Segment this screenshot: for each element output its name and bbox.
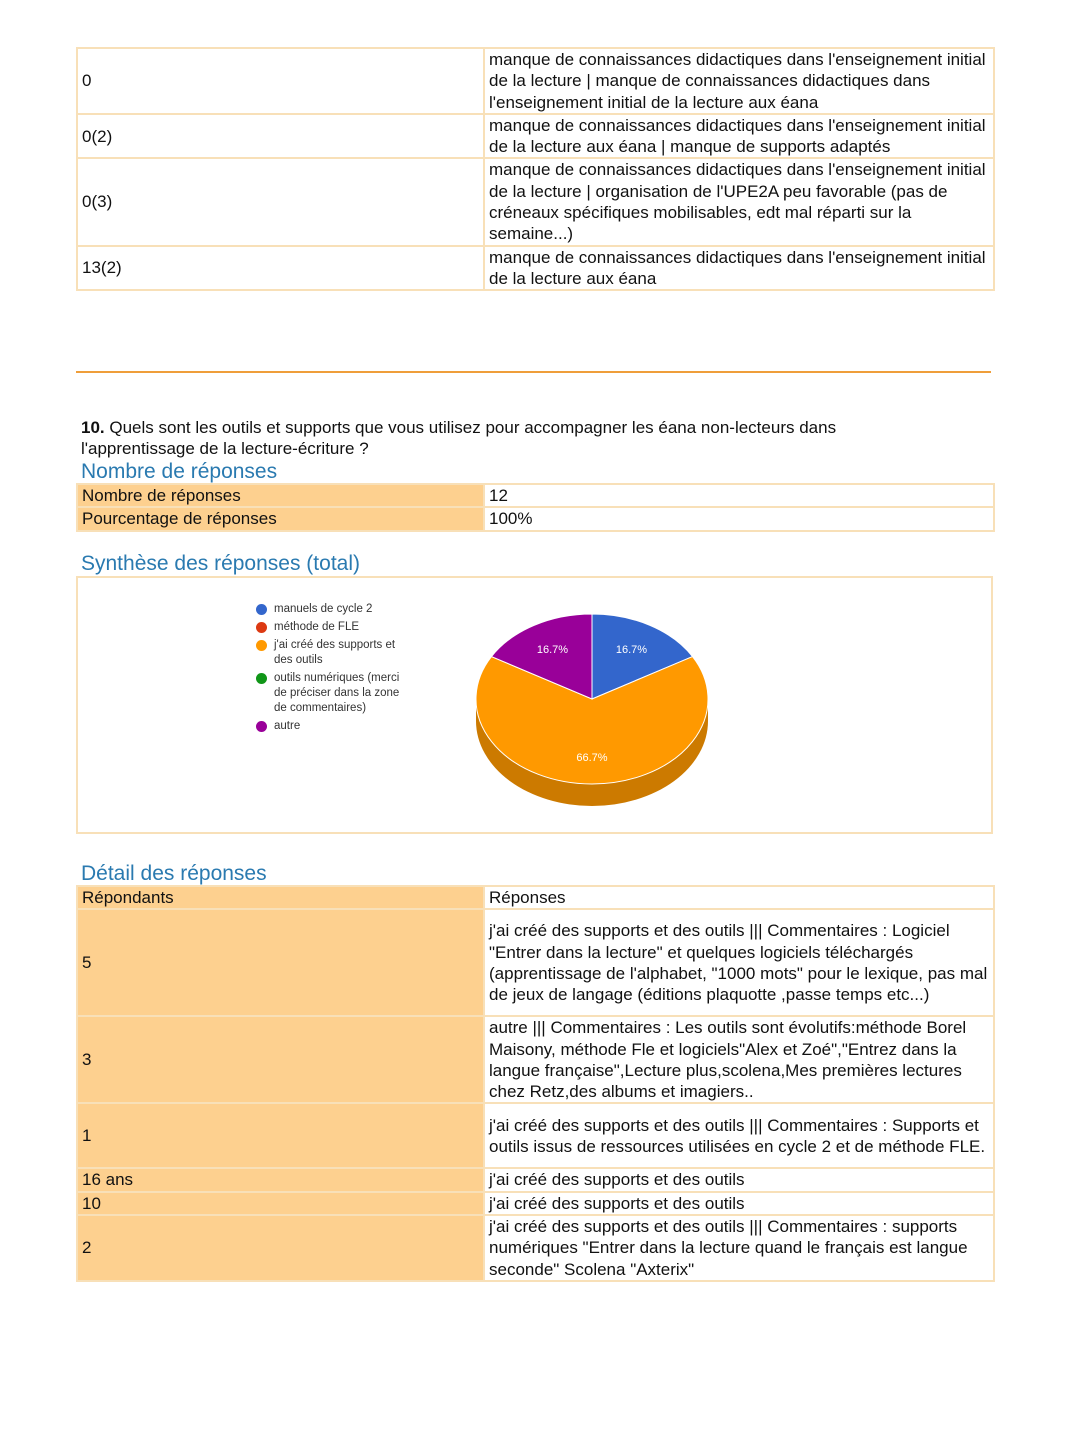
top-responses-table (76, 47, 995, 291)
table-row (77, 1215, 994, 1281)
respondent-cell: 0(3) (77, 158, 484, 245)
detail-table (76, 885, 995, 1282)
pie-chart-container (76, 576, 993, 834)
respondent-cell: 0(2) (77, 114, 484, 159)
legend-label: méthode de FLE (274, 621, 360, 633)
table-row (77, 48, 994, 114)
respondent-cell: 3 (77, 1016, 484, 1103)
legend-label: de préciser dans la zone (274, 687, 400, 699)
answer-cell: j'ai créé des supports et des outils (484, 1192, 994, 1215)
table-row (77, 246, 994, 291)
table-row (77, 909, 994, 1016)
table-row (77, 1016, 994, 1103)
header-answers: Réponses (484, 886, 994, 909)
table-row (77, 1192, 994, 1215)
table-row (77, 1103, 994, 1168)
respondent-cell: 2 (77, 1215, 484, 1281)
answer-cell: manque de connaissances didactiques dans l'enseignement initial de la lecture | organisation de l'UPE2A peu favorable (pas de créneaux spécifiques mobilisables, edt mal réparti sur la semaine...) (484, 158, 994, 245)
legend-label: j'ai créé des supports et (274, 639, 396, 651)
table-row (77, 484, 994, 507)
percentage-label: Pourcentage de réponses (77, 507, 484, 530)
answer-cell: j'ai créé des supports et des outils ||| Commentaires : Supports et outils issus de ressources utilisées en cycle 2 et de méthode FLE. (484, 1103, 994, 1168)
legend-label: autre (274, 720, 301, 732)
count-value: 12 (484, 484, 994, 507)
table-header-row (77, 886, 994, 909)
respondent-cell: 16 ans (77, 1168, 484, 1191)
section-divider (76, 371, 991, 373)
answer-cell: manque de connaissances didactiques dans l'enseignement initial de la lecture aux éana | manque de supports adaptés (484, 114, 994, 159)
answer-cell: manque de connaissances didactiques dans l'enseignement initial de la lecture | manque de connaissances didactiques dans l'enseignement initial de la lecture aux éana (484, 48, 994, 114)
legend-label: outils numériques (merci (274, 672, 400, 684)
count-label: Nombre de réponses (77, 484, 484, 507)
respondent-cell: 5 (77, 909, 484, 1016)
pie-slice-label: 16.7% (615, 644, 648, 656)
summary-section-title: Synthèse des réponses (total) (81, 552, 360, 575)
table-row (77, 114, 994, 159)
count-table (76, 483, 995, 532)
pie-slice-label: 16.7% (536, 644, 569, 656)
pie-slice-label: 66.7% (576, 751, 608, 764)
question-text (81, 417, 941, 459)
question-body: Quels sont les outils et supports que vous utilisez pour accompagner les éana non-lecteurs dans l'apprentissage de la lecture-écriture ? (81, 418, 837, 458)
respondent-cell: 10 (77, 1192, 484, 1215)
pie-chart (78, 578, 991, 832)
answer-cell: j'ai créé des supports et des outils (484, 1168, 994, 1191)
question-number: 10. (81, 418, 105, 437)
table-row (77, 507, 994, 530)
detail-section-title: Détail des réponses (81, 862, 267, 885)
percentage-value: 100% (484, 507, 994, 530)
count-section-title: Nombre de réponses (81, 460, 278, 483)
answer-cell: autre ||| Commentaires : Les outils sont évolutifs:méthode Borel Maisony, méthode Fle et logiciels"Alex et Zoé","Entrez dans la langue française",Lecture plus,scolena,Mes premières lectures chez Retz,des albums et imagiers.. (484, 1016, 994, 1103)
legend-label: des outils (274, 654, 323, 666)
table-row (77, 158, 994, 245)
respondent-cell: 13(2) (77, 246, 484, 291)
legend-label: manuels de cycle 2 (274, 603, 373, 615)
answer-cell: manque de connaissances didactiques dans l'enseignement initial de la lecture aux éana (484, 246, 994, 291)
respondent-cell: 1 (77, 1103, 484, 1168)
answer-cell: j'ai créé des supports et des outils ||| Commentaires : supports numériques "Entrer dans la lecture quand le français est langue seconde" Scolena "Axterix" (484, 1215, 994, 1281)
header-respondents: Répondants (77, 886, 484, 909)
answer-cell: j'ai créé des supports et des outils ||| Commentaires : Logiciel "Entrer dans la lecture" et quelques logiciels téléchargés (apprentissage de l'alphabet, "1000 mots" pour le lexique, pas mal de jeux de langage (éditions plaquotte ,passe temps etc...) (484, 909, 994, 1016)
table-row (77, 1168, 994, 1191)
respondent-cell: 0 (77, 48, 484, 114)
legend-label: de commentaires) (274, 702, 367, 714)
